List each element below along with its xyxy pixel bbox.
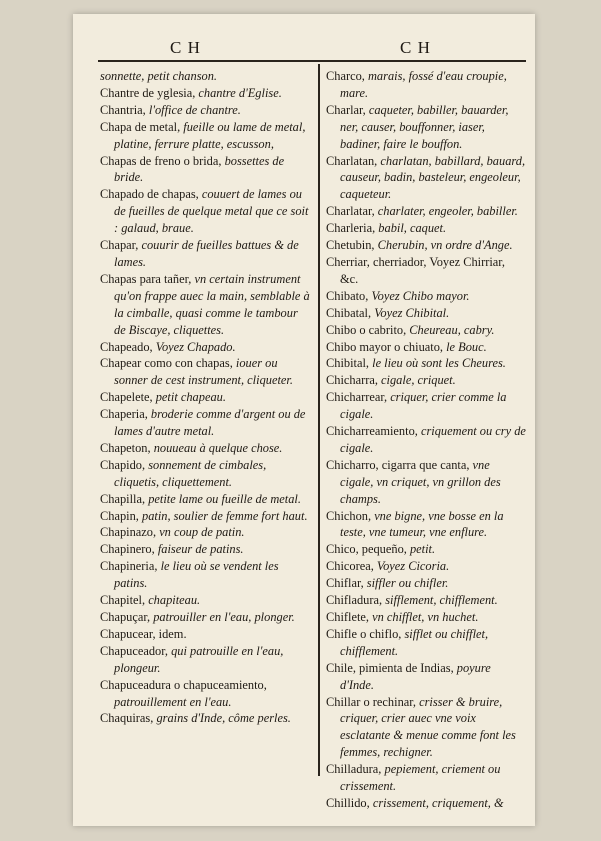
entry-headword: Chicharra, [326, 373, 382, 388]
entry-headword: Chifladura, [326, 593, 386, 608]
entry-headword: Chapido, [100, 457, 149, 472]
dictionary-entry [100, 153, 310, 187]
dictionary-entry [100, 440, 310, 457]
header-right: C H [400, 38, 431, 57]
column-divider [318, 64, 320, 776]
entry-headword: Chapelete, [100, 390, 156, 405]
dictionary-entry [100, 339, 310, 356]
entry-headword: Chapar, [100, 238, 142, 253]
entry-translation: Voyez Chapado. [155, 339, 236, 354]
entry-translation: sonnement de cimbales, cliquetis, cliquettement. [114, 457, 267, 489]
entry-headword: Chapas de freno o brida, [100, 153, 225, 168]
dictionary-entry [100, 119, 310, 153]
dictionary-entry [100, 626, 310, 643]
entry-headword: Chibato, [326, 288, 372, 303]
entry-translation: couurir de fueilles battues & de lames. [114, 238, 299, 269]
right-column [326, 68, 526, 812]
entry-translation: le lieu où sont les Cheures. [372, 356, 506, 371]
entry-translation: poyure d'Inde. [340, 660, 491, 692]
dictionary-entry [326, 237, 526, 254]
entry-translation: bossettes de bride. [114, 153, 285, 185]
entry-headword: Charco, [326, 69, 368, 83]
dictionary-entry [326, 423, 526, 457]
dictionary-entry [100, 524, 310, 541]
entry-headword: Charleria, [326, 221, 379, 236]
entry-translation: cigale, criquet. [381, 373, 456, 388]
entry-translation: siffler ou chifler. [366, 576, 449, 591]
header-rule [98, 60, 526, 62]
entry-headword: Charlatar, [326, 204, 378, 219]
dictionary-entry [326, 558, 526, 575]
entry-translation: sonnette, petit chanson. [100, 69, 218, 83]
dictionary-entry [326, 254, 526, 288]
entry-headword: Chaperia, [100, 407, 151, 422]
entry-translation: faiseur de patins. [157, 542, 244, 557]
dictionary-entry [100, 508, 310, 525]
entry-translation: qui patrouille en l'eau, plongeur. [114, 643, 284, 675]
entry-translation: chapiteau. [148, 593, 201, 608]
entry-translation: vn coup de patin. [159, 525, 245, 540]
entry-translation: crisser & bruire, criquer, crier auec vne voix esclatante & menue comme font les femmes, rechigner. [340, 694, 516, 760]
entry-translation: patin, soulier de femme fort haut. [142, 508, 308, 523]
header-left: C H [170, 38, 201, 57]
dictionary-entry [326, 153, 526, 204]
dictionary-entry [100, 271, 310, 339]
entry-translation: nouueau à quelque chose. [153, 440, 283, 455]
entry-translation: crissement, criquement, & [372, 795, 504, 810]
entry-headword: Chapado de chapas, [100, 187, 202, 202]
dictionary-entry [326, 609, 526, 626]
entry-translation: Voyez Chibital. [374, 305, 450, 320]
entry-headword: Chapinazo, [100, 525, 160, 540]
entry-translation: caqueter, babiller, bauarder, ner, causer, bouffonner, iaser, badiner, faire le bouffon. [340, 102, 509, 151]
entry-headword: Chifle o chiflo, [326, 626, 405, 641]
dictionary-entry [100, 541, 310, 558]
entry-headword: Chiflar, [326, 576, 367, 591]
dictionary-entry [100, 186, 310, 237]
entry-translation: criquement ou cry de cigale. [340, 424, 526, 455]
entry-headword: Chapear como con chapas, [100, 356, 236, 371]
entry-translation: charlater, engeoler, babiller. [377, 204, 518, 219]
entry-headword: Chapa de metal, [100, 119, 184, 134]
entry-translation: Voyez Cicoria. [376, 559, 450, 574]
entry-translation: Cheureau, cabry. [409, 322, 495, 337]
dictionary-entry [326, 203, 526, 220]
entry-translation: grains d'Inde, côme perles. [156, 711, 291, 726]
dictionary-entry [100, 68, 310, 85]
entry-headword: Chapuceador, [100, 643, 172, 658]
entry-headword: Charlar, [326, 102, 369, 117]
entry-headword: Chillido, [326, 795, 373, 810]
entry-translation: patrouillement en l'eau. [114, 694, 232, 709]
entry-headword: Chapas para tañer, [100, 271, 195, 286]
dictionary-entry [326, 288, 526, 305]
entry-translation: vn certain instrument qu'on frappe auec la main, semblable à la cimballe, quasi comme le tambour de Biscaye, cliquettes. [114, 271, 310, 337]
entry-translation: Voyez Chibo mayor. [371, 288, 470, 303]
dictionary-entry [326, 339, 526, 356]
dictionary-entry [100, 710, 310, 727]
running-header [98, 38, 528, 62]
entry-translation: marais, fossé d'eau croupie, mare. [340, 69, 507, 100]
left-column [100, 68, 310, 727]
entry-headword: Chibo o cabrito, [326, 322, 410, 337]
dictionary-entry [326, 795, 526, 812]
entry-headword: Chapuceadura o chapuceamiento, [100, 677, 267, 692]
entry-translation: vn chifflet, vn huchet. [372, 610, 479, 624]
dictionary-entry [326, 355, 526, 372]
entry-translation: petite lame ou fueille de metal. [148, 491, 301, 506]
dictionary-entry [326, 761, 526, 795]
dictionary-entry [326, 322, 526, 339]
dictionary-entry [326, 660, 526, 694]
dictionary-entry [326, 389, 526, 423]
dictionary-entry [326, 220, 526, 237]
entry-headword: Chapin, [100, 508, 142, 523]
entry-headword: Chetubin, [326, 238, 378, 253]
dictionary-entry [326, 541, 526, 558]
entry-translation: sifflet ou chifflet, chifflement. [340, 626, 489, 658]
dictionary-entry [100, 102, 310, 119]
entry-translation: babil, caquet. [378, 221, 447, 236]
entry-headword: Chaquiras, [100, 711, 157, 726]
entry-translation: charlatan, babillard, bauard, causeur, badin, basteleur, engeoleur, caqueteur. [340, 153, 526, 202]
entry-headword: Chapeado, [100, 339, 156, 354]
entry-translation: vne bigne, vne bosse en la teste, vne tumeur, vne enflure. [340, 508, 504, 540]
entry-translation: Cherubin, vn ordre d'Ange. [377, 238, 513, 253]
dictionary-entry [326, 305, 526, 322]
entry-headword: Chillar o rechinar, [326, 694, 420, 709]
entry-headword: Chibital, [326, 356, 373, 371]
dictionary-entry [100, 389, 310, 406]
entry-headword: Chiflete, [326, 610, 373, 624]
entry-headword: Chapitel, [100, 593, 149, 608]
entry-headword: Chibatal, [326, 305, 375, 320]
entry-headword: Chapinero, [100, 542, 158, 557]
entry-translation: sifflement, chifflement. [385, 593, 498, 608]
dictionary-entry [100, 491, 310, 508]
entry-translation: chantre d'Eglise. [198, 85, 282, 100]
entry-headword: Chichon, [326, 508, 375, 523]
dictionary-entry [100, 609, 310, 626]
dictionary-entry [100, 592, 310, 609]
dictionary-entry [326, 694, 526, 762]
entry-headword: Chapuçar, [100, 610, 154, 624]
dictionary-entry [100, 643, 310, 677]
entry-translation: broderie comme d'argent ou de lames d'autre metal. [114, 407, 306, 439]
entry-headword: Chico, pequeño, [326, 542, 410, 557]
entry-headword: Chicharreamiento, [326, 424, 421, 439]
dictionary-entry [100, 85, 310, 102]
entry-translation: patrouiller en l'eau, plonger. [153, 610, 295, 624]
entry-headword: Chilladura, [326, 762, 385, 777]
entry-translation: vne cigale, vn criquet, vn grillon des champs. [340, 457, 501, 506]
entry-translation: le lieu où se vendent les patins. [114, 559, 279, 591]
entry-headword: Chicorea, [326, 559, 377, 574]
dictionary-entry [326, 508, 526, 542]
entry-translation: fueille ou lame de metal, platine, ferrure platte, escusson, [114, 119, 306, 151]
entry-headword: Chile, pimienta de Indias, [326, 660, 457, 675]
entry-translation: criquer, crier comme la cigale. [340, 390, 507, 422]
entry-headword: Chapucear, idem. [100, 626, 187, 641]
dictionary-entry [100, 237, 310, 271]
dictionary-entry [326, 457, 526, 508]
dictionary-entry [326, 372, 526, 389]
entry-headword: Chapilla, [100, 491, 149, 506]
entry-headword: Chapineria, [100, 559, 161, 574]
entry-headword: Chantria, [100, 102, 149, 117]
entry-translation: le Bouc. [446, 339, 487, 354]
entry-translation: pepiement, criement ou crissement. [340, 762, 501, 794]
dictionary-entry [326, 102, 526, 153]
dictionary-entry [100, 677, 310, 711]
dictionary-entry [326, 592, 526, 609]
dictionary-entry [326, 575, 526, 592]
dictionary-entry [100, 406, 310, 440]
dictionary-entry [326, 626, 526, 660]
entry-headword: Charlatan, [326, 153, 381, 168]
entry-headword: Chapeton, [100, 440, 154, 455]
entry-headword: Cherriar, cherriador, Voyez Chirriar, &c. [326, 254, 506, 286]
entry-headword: Chicharrear, [326, 390, 391, 405]
entry-headword: Chibo mayor o chiuato, [326, 339, 447, 354]
entry-translation: l'office de chantre. [148, 102, 241, 117]
entry-translation: petit. [409, 542, 436, 557]
entry-translation: couuert de lames ou de fueilles de quelque metal que ce soit : galaud, braue. [114, 187, 309, 236]
entry-headword: Chicharro, cigarra que canta, [326, 457, 473, 472]
entry-translation: petit chapeau. [155, 390, 226, 405]
dictionary-entry [100, 457, 310, 491]
dictionary-entry [100, 558, 310, 592]
dictionary-entry [326, 68, 526, 102]
dictionary-entry [100, 355, 310, 389]
entry-translation: iouer ou sonner de cest instrument, cliqueter. [114, 356, 293, 388]
entry-headword: Chantre de yglesia, [100, 85, 199, 100]
